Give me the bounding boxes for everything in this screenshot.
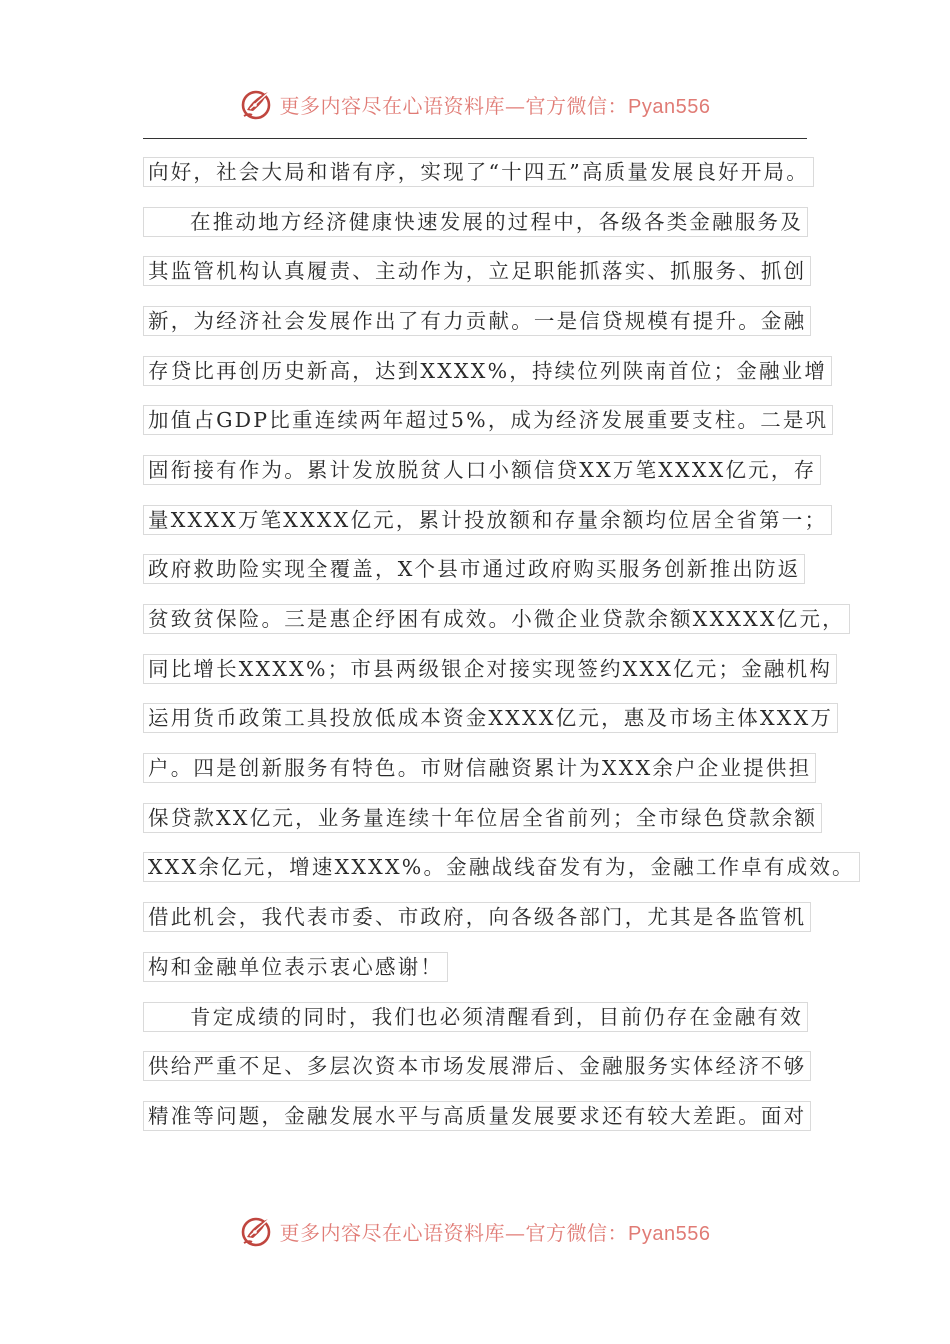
header-banner-text xyxy=(280,90,711,119)
text-line xyxy=(143,445,823,495)
text-line-content: 借此机会，我代表市委、市政府，向各级各部门，尤其是各监管机 xyxy=(143,902,811,932)
text-line xyxy=(143,1041,823,1091)
text-line-content: 同比增长XXXX%；市县两级银企对接实现签约XXX亿元；金融机构 xyxy=(143,654,837,684)
text-line xyxy=(143,843,855,893)
text-line xyxy=(143,942,823,992)
text-line-content: 运用货币政策工具投放低成本资金XXXX亿元，惠及市场主体XXX万 xyxy=(143,703,838,733)
text-line xyxy=(143,495,828,545)
text-line-content: 向好，社会大局和谐有序，实现了“十四五”高质量发展良好开局。 xyxy=(143,157,814,187)
text-line-content: 肯定成绩的同时，我们也必须清醒看到，目前仍存在金融有效 xyxy=(143,1002,808,1032)
text-line-content: 精准等问题，金融发展水平与高质量发展要求还有较大差距。面对 xyxy=(143,1101,811,1131)
text-line xyxy=(143,197,823,247)
text-line xyxy=(143,395,829,445)
text-line xyxy=(143,892,823,942)
text-line-content: 加值占GDP比重连续两年超过5%，成为经济发展重要支柱。二是巩 xyxy=(143,405,833,435)
text-line-content: 保贷款XX亿元，业务量连续十年位居全省前列；全市绿色贷款余额 xyxy=(143,803,822,833)
header-wechat-id: Pyan556 xyxy=(628,95,711,118)
text-line-content: 贫致贫保险。三是惠企纾困有成效。小微企业贷款余额XXXXX亿元， xyxy=(143,604,850,634)
text-line xyxy=(143,545,823,595)
text-line-content: 存贷比再创历史新高，达到XXXX%，持续位列陕南首位；金融业增 xyxy=(143,356,832,386)
text-line-content: 供给严重不足、多层次资本市场发展滞后、金融服务实体经济不够 xyxy=(143,1051,811,1081)
footer-banner-content xyxy=(240,1213,711,1249)
text-line-content: 其监管机构认真履责、主动作为，立足职能抓落实、抓服务、抓创 xyxy=(143,256,811,286)
footer-banner xyxy=(0,1211,950,1251)
text-line xyxy=(143,644,833,694)
text-line-content: 新，为经济社会发展作出了有力贡献。一是信贷规模有提升。金融 xyxy=(143,306,811,336)
text-line-content: 户。四是创新服务有特色。市财信融资累计为XXX余户企业提供担 xyxy=(143,753,816,783)
header-site-text: 更多内容尽在心语资料库—官方微信： xyxy=(279,93,629,118)
text-line xyxy=(143,743,823,793)
text-line xyxy=(143,346,828,396)
text-line xyxy=(143,793,823,843)
text-line-content: 在推动地方经济健康快速发展的过程中，各级各类金融服务及 xyxy=(143,207,808,237)
text-line xyxy=(143,246,823,296)
pen-nib-logo-icon xyxy=(240,1213,276,1249)
text-line-content: 量XXXX万笔XXXX亿元，累计投放额和存量余额均位居全省第一； xyxy=(143,505,832,535)
header-banner-content xyxy=(240,86,711,122)
pen-nib-logo-icon xyxy=(240,86,276,122)
text-line-content: 政府救助险实现全覆盖，X个县市通过政府购买服务创新推出防返 xyxy=(143,554,805,584)
text-line xyxy=(143,147,823,197)
text-line-content: XXX余亿元，增速XXXX%。金融战线奋发有为，金融工作卓有成效。 xyxy=(143,852,860,882)
text-line xyxy=(143,694,834,744)
text-line xyxy=(143,594,845,644)
header-divider xyxy=(143,138,807,139)
text-line xyxy=(143,1091,823,1141)
text-line-content: 构和金融单位表示衷心感谢！ xyxy=(143,952,448,982)
text-line xyxy=(143,296,823,346)
document-body xyxy=(143,147,855,1141)
text-line xyxy=(143,992,823,1042)
header-banner xyxy=(0,84,950,124)
footer-banner-text xyxy=(280,1217,711,1246)
footer-site-text: 更多内容尽在心语资料库—官方微信： xyxy=(279,1220,629,1245)
footer-wechat-id: Pyan556 xyxy=(628,1222,711,1245)
text-line-content: 固衔接有作为。累计发放脱贫人口小额信贷XX万笔XXXX亿元，存 xyxy=(143,455,821,485)
